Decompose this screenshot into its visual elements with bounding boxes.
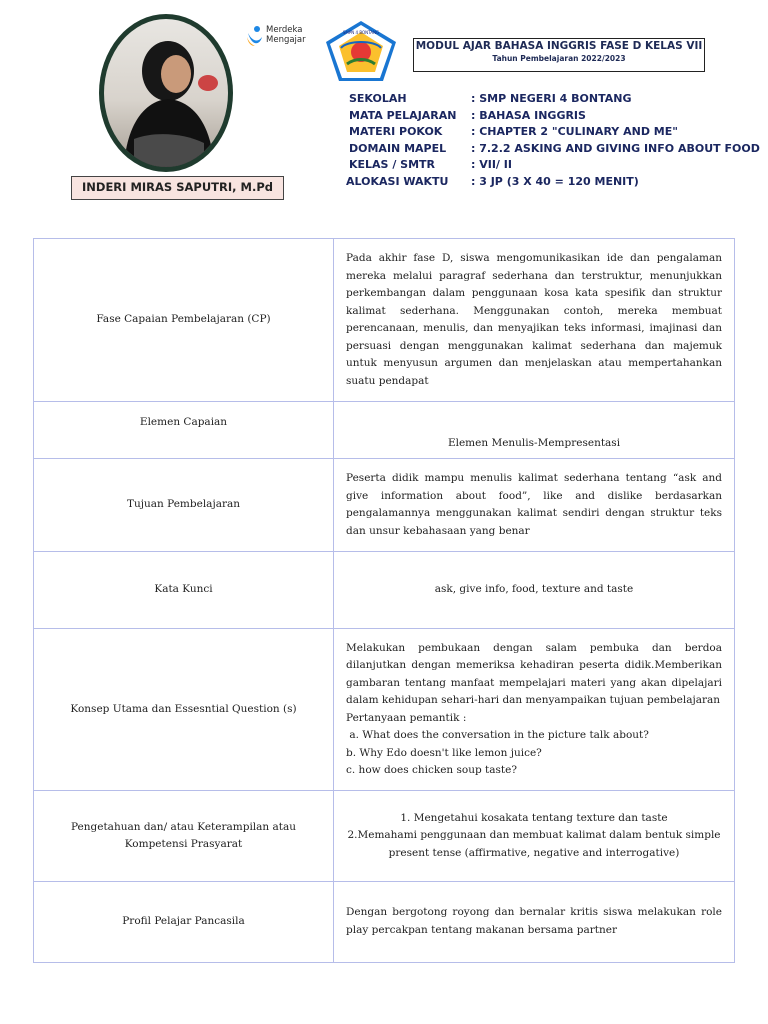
merdeka-mengajar-logo (246, 25, 318, 51)
prerequisite-item: 2.Memahami penggunaan dan membuat kalimat dalam bentuk simple (347, 829, 721, 842)
module-info (343, 91, 760, 190)
module-year: Tahun Pembelajaran 2022/2023 (492, 54, 626, 63)
row-label (34, 402, 334, 459)
row-label: Kata Kunci (34, 552, 334, 629)
row-content-text: Elemen Menulis-Mempresentasi (447, 436, 621, 449)
info-row-sekolah (343, 91, 743, 108)
module-title-box (413, 38, 705, 72)
table-row (34, 402, 735, 459)
table-row (34, 459, 735, 552)
info-label: SEKOLAH (349, 92, 407, 105)
info-row-mata-pelajaran (343, 108, 743, 125)
row-content (334, 629, 735, 791)
row-label-line: Kompetensi Prasyarat (124, 838, 243, 850)
info-label: ALOKASI WAKTU (346, 174, 449, 188)
info-label: MATERI POKOK (349, 125, 443, 138)
person-silhouette-icon (104, 19, 228, 167)
info-value: : VII/ II (471, 158, 512, 171)
row-content: Pada akhir fase D, siswa mengomunikasikan ide dan pengalaman mereka melalui paragraf sederhana dan terstruktur, menunjukkan perkembangan dalam penggunaan kosa kata spesifik dan struktur kalimat sederhana. Menggunakan contoh, mereka membuat perencanaan, menulis, dan menyajikan teks informasi, imajinasi dan persuasi dengan menggunakan kalimat sederhana dan majemuk untuk menyusun argumen dan menjelaskan atau mempertahankan suatu pendapat (334, 239, 735, 402)
info-value: : 3 JP (3 X 40 = 120 MENIT) (471, 174, 639, 188)
row-label: Tujuan Pembelajaran (34, 459, 334, 552)
row-label-text: Elemen Capaian (139, 416, 228, 428)
info-row-kelas (343, 157, 743, 174)
info-row-domain-mapel (343, 141, 760, 158)
table-row (34, 882, 735, 963)
teacher-photo (99, 14, 233, 172)
info-value: : CHAPTER 2 "CULINARY AND ME" (471, 125, 678, 138)
row-content-text: Dengan bergotong royong dan bernalar kritis siswa melakukan role play percakpan tentang makanan bersama partner (346, 906, 722, 936)
emblem-text: SMPN 4 BONTANG (342, 30, 380, 35)
row-label-line: Pengetahuan dan/ atau Keterampilan atau (70, 820, 297, 833)
info-row-materi-pokok (343, 124, 743, 141)
row-label (34, 791, 334, 882)
table-row (34, 552, 735, 629)
merdeka-logo-icon (246, 25, 264, 49)
module-table (33, 238, 735, 963)
school-emblem-icon (325, 20, 397, 82)
row-content: Peserta didik mampu menulis kalimat sederhana tentang “ask and give information about food”, like and dislike berdasarkan pengalamannya menggunakan kalimat sendiri dengan struktur teks dan unsur kebahasaan yang benar (334, 459, 735, 552)
info-value: : BAHASA INGGRIS (471, 108, 586, 122)
prerequisite-item: present tense (affirmative, negative and interrogative) (388, 846, 680, 859)
photo-image (104, 19, 228, 167)
info-row-alokasi-waktu (343, 174, 743, 191)
teacher-name: INDERI MIRAS SAPUTRI, M.Pd (71, 176, 284, 200)
table-row (34, 791, 735, 882)
question-item: a. What does the conversation in the picture talk about? (346, 729, 649, 741)
question-item: b. Why Edo doesn't like lemon juice? (346, 746, 542, 759)
logo-text-merdeka: Merdeka (266, 25, 303, 35)
question-intro: Pertanyaan pemantik : (346, 711, 467, 724)
row-content (334, 791, 735, 882)
info-value: : 7.2.2 ASKING AND GIVING INFO ABOUT FOOD (471, 141, 760, 155)
row-label: Profil Pelajar Pancasila (34, 882, 334, 963)
row-content (334, 402, 735, 459)
question-item: c. how does chicken soup taste? (346, 764, 517, 776)
row-content (334, 882, 735, 963)
row-label: Konsep Utama dan Essesntial Question (s) (34, 629, 334, 791)
info-value: : SMP NEGERI 4 BONTANG (471, 92, 632, 105)
concept-text: Melakukan pembukaan dengan salam pembuka dan berdoa dilanjutkan dengan memeriksa kehadiran peserta didik.Memberikan gambaran tentang manfaat mempelajari materi yang akan dipelajari dalam kehidupan sehari-hari dan menyampaikan tujuan pembelajaran (346, 641, 722, 706)
prerequisite-item: 1. Mengetahui kosakata tentang texture dan taste (400, 811, 668, 824)
info-label: DOMAIN MAPEL (349, 141, 447, 155)
module-title: MODUL AJAR BAHASA INGGRIS FASE D KELAS VII (415, 40, 703, 52)
row-label: Fase Capaian Pembelajaran (CP) (34, 239, 334, 402)
table-row (34, 239, 735, 402)
school-emblem (325, 20, 397, 82)
info-label: MATA PELAJARAN (349, 108, 457, 122)
logo-text-mengajar: Mengajar (266, 34, 306, 45)
info-label: KELAS / SMTR (349, 158, 436, 171)
table-row (34, 629, 735, 791)
row-content: ask, give info, food, texture and taste (334, 552, 735, 629)
